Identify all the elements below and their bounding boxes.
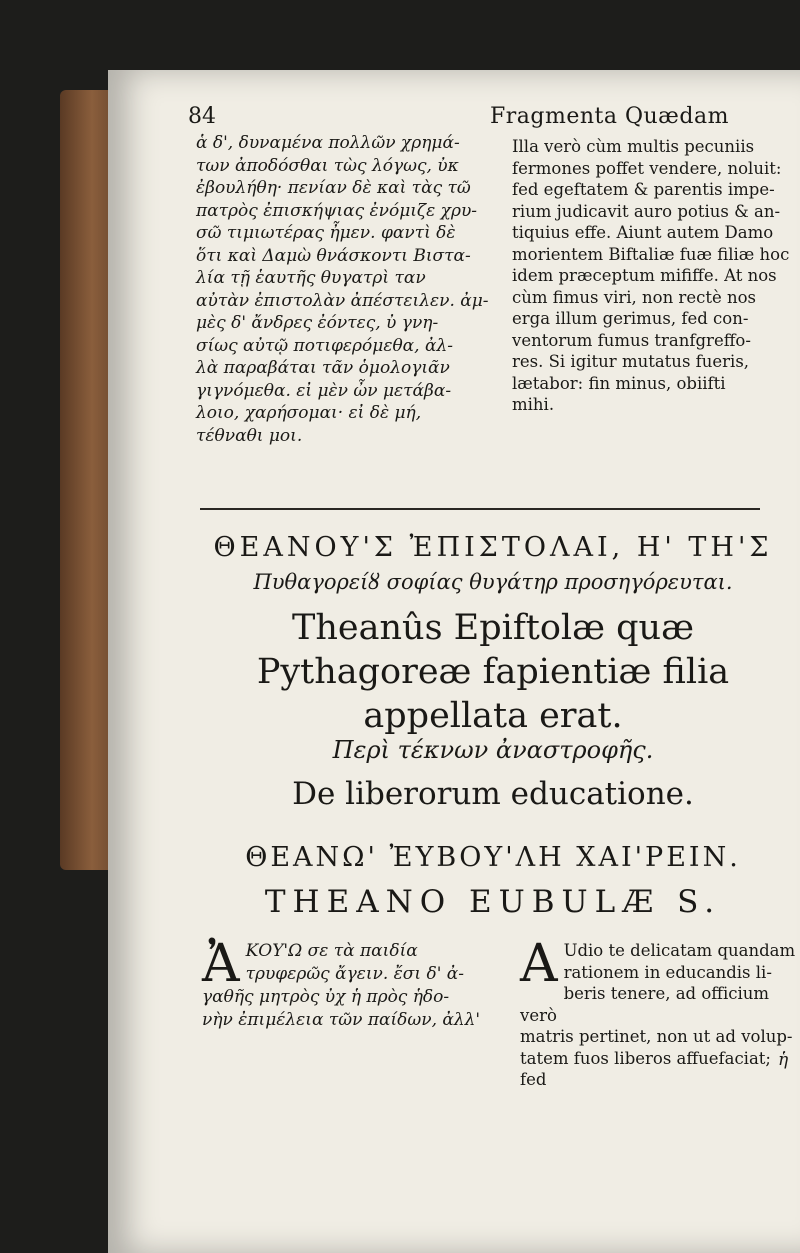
running-title: Fragmenta Quædam [490, 104, 729, 129]
latin-line: morientem Biftaliæ fuæ filiæ hoc [512, 244, 790, 264]
greek-line: γαθῆς μητρὸς ὐχ ἡ πρὸς ἡδο- [202, 987, 450, 1007]
latin-line: idem præceptum mififfe. At nos [512, 266, 777, 285]
greek-column-1 [196, 132, 496, 447]
greek-line: ἁ δ', δυναμένα πολλῶν χρημά- [196, 133, 460, 153]
greek-line: των ἀποδόσθαι τὼς λόγως, ὐκ [196, 155, 459, 176]
latin-topic-heading: De liberorum educatione. [292, 776, 694, 812]
greek-line: γιγνόμεθα. εἰ μὲν ὦν μετάβα- [196, 380, 452, 401]
section-rule [200, 508, 760, 510]
latin-line: erga illum gerimus, fed con- [512, 309, 749, 328]
running-head [188, 104, 768, 132]
latin-line: tiquius effe. Aiunt autem Damo [512, 223, 774, 242]
book-page [108, 70, 800, 1253]
greek-line: ὅτι καὶ Δαμὼ θνάσκοντι Βιστα- [196, 245, 471, 266]
latin-line: rationem in educandis li- [563, 962, 772, 982]
latin-column-2 [520, 934, 800, 1091]
greek-line: λία τῇ ἑαυτῆς θυγατρὶ ταν [196, 268, 426, 288]
latin-line: cùm fimus viri, non rectè nos [512, 287, 756, 307]
page-number: 84 [188, 104, 216, 129]
greek-line: πατρὸς ἐπισκήψιας ἐνόμιζε χρυ- [196, 200, 478, 221]
latin-letter-salutation: THEANO EUBULÆ S. [264, 884, 722, 920]
greek-line: σίως αὐτῷ ποτιφερόμεθα, ἀλ- [196, 335, 453, 356]
catchword: ἡ [778, 1050, 789, 1070]
greek-heading-epistles: ΘΕΑΝΟΥ'Σ ἘΠΙΣΤΟΛΑΙ, Η' ΤΗ'Σ [213, 532, 773, 563]
greek-line: σῶ τιμιωτέρας ἦμεν. φαντὶ δὲ [196, 223, 456, 243]
greek-line: νὴν ἐπιμέλεια τῶν παίδων, ἀλλ' [202, 1010, 481, 1030]
latin-line: Illa verò cùm multis pecuniis [512, 137, 755, 156]
latin-line: Udio te delicatam quandam [563, 941, 796, 960]
greek-line: τέθναθι μοι. [196, 425, 303, 446]
greek-drop-cap: Ἀ [202, 934, 240, 994]
greek-subheading: Πυθαγορείȣ σοφίας θυγάτηρ προσηγόρευται. [253, 570, 733, 594]
latin-line: lætabor: fin minus, obiifti [512, 373, 726, 393]
greek-line: ΚΟΥ'Ω σε τὰ παιδία [245, 941, 418, 961]
latin-line: tatem fuos liberos affuefaciat; fed [520, 1048, 771, 1089]
greek-line: λὰ παραβάται τᾶν ὁμολογιᾶν [196, 358, 450, 378]
latin-drop-cap: A [520, 934, 558, 994]
greek-letter-salutation: ΘΕΑΝΩ' ἘΥΒΟΥ'ΛΗ ΧΑΙ'ΡΕΙΝ. [245, 842, 741, 873]
latin-line: ventorum fumus tranfgreffo- [512, 330, 751, 350]
latin-line: res. Si igitur mutatus fueris, [512, 352, 750, 371]
latin-title: Theanûs Epiftolæ quæ Pythagoreæ fapientiæ filia appellata erat. [256, 608, 730, 736]
greek-column-2 [202, 934, 502, 1032]
latin-line: beris tenere, ad officium verò [520, 984, 770, 1025]
latin-column-1 [512, 136, 800, 416]
greek-topic-heading: Περὶ τέκνων ἀναστροφῆς. [332, 736, 654, 764]
greek-line: ἐβουλήθη· πενίαν δὲ καὶ τὰς τῶ [196, 178, 471, 198]
greek-line: λοιο, χαρήσομαι· εἰ δὲ μή, [196, 403, 422, 423]
latin-line: rium judicavit auro potius & an- [512, 201, 781, 221]
latin-line: fermones poffet vendere, noluit: [512, 158, 782, 178]
latin-line: mihi. [512, 395, 555, 414]
latin-line: fed egeftatem & parentis impe- [512, 180, 775, 199]
latin-line: matris pertinet, non ut ad volup- [520, 1027, 793, 1046]
greek-line: μὲς δ' ἄνδρες ἐόντες, ὐ γνη- [196, 313, 439, 333]
greek-line: τρυφερῶς ἄγειν. ἔσι δ' ἀ- [245, 964, 465, 984]
greek-line: αὐτὰν ἐπιστολὰν ἀπέστειλεν. ἀμ- [196, 290, 489, 311]
